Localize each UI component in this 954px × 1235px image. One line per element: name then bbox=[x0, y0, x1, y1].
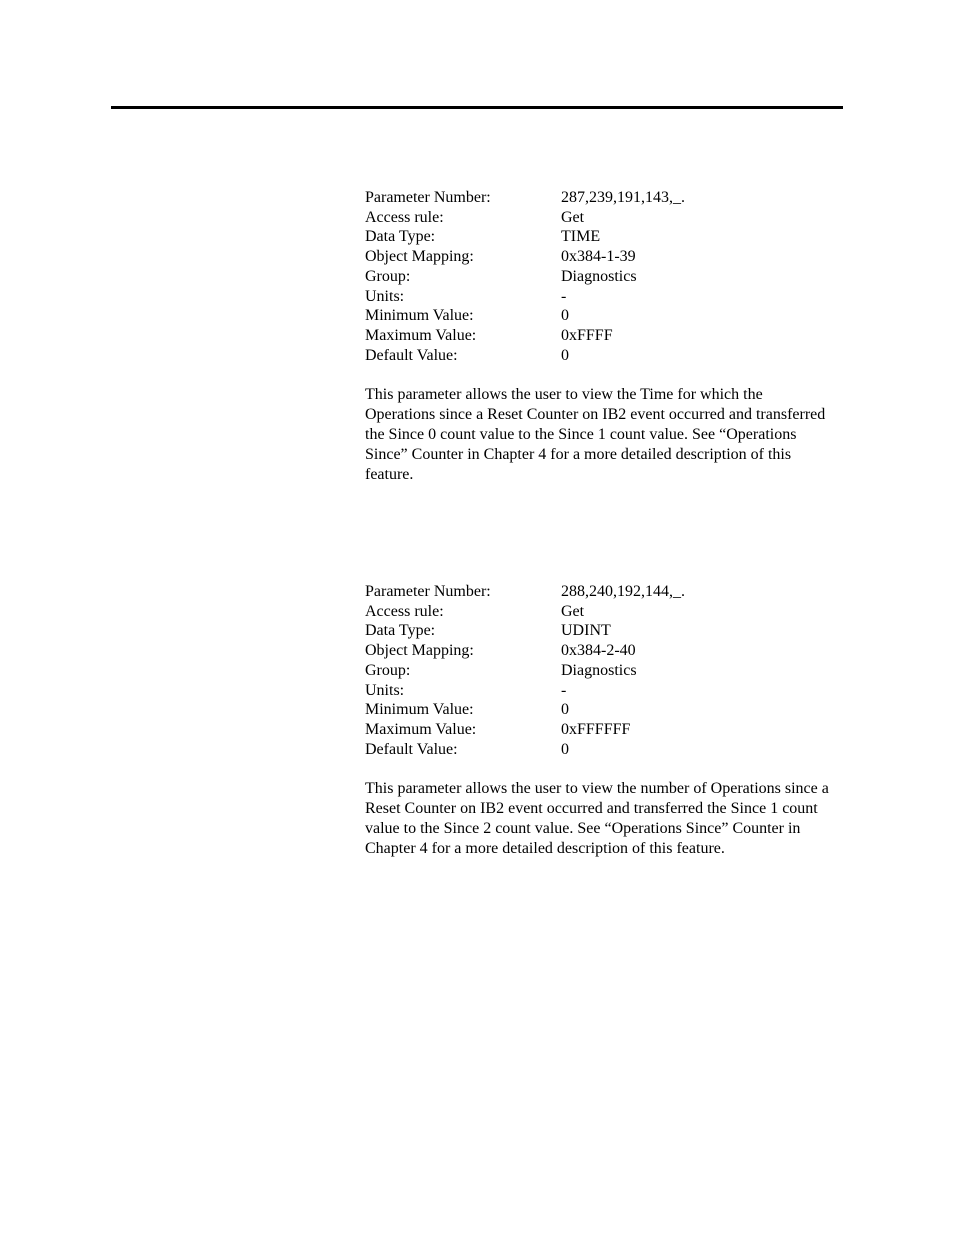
table-row bbox=[365, 641, 685, 661]
header-rule bbox=[111, 106, 843, 109]
table-row bbox=[365, 326, 685, 346]
table-row bbox=[365, 661, 685, 681]
row-value: TIME bbox=[561, 228, 601, 246]
table-row bbox=[365, 346, 685, 366]
table-row bbox=[365, 681, 685, 701]
table-row bbox=[365, 267, 685, 287]
table-row bbox=[365, 700, 685, 720]
row-value: 0 bbox=[561, 307, 569, 325]
table-row bbox=[365, 740, 685, 760]
parameter-table-1 bbox=[365, 188, 685, 365]
row-value: 0 bbox=[561, 346, 569, 364]
row-value: 0 bbox=[561, 701, 569, 719]
parameter-description-2: This parameter allows the user to view the number of Operations since a Reset Counter on IB2 event occurred and transferred the Since 1 count value to the Since 2 count value. See “Operations Since” Counter in Chapter 4 for a more detailed description of this feature. bbox=[365, 780, 829, 857]
row-value: Get bbox=[561, 602, 585, 620]
row-label: Maximum Value: bbox=[365, 326, 477, 344]
row-label: Group: bbox=[365, 661, 411, 679]
row-label: Minimum Value: bbox=[365, 701, 474, 719]
parameter-block-1 bbox=[365, 188, 835, 484]
row-value: Get bbox=[561, 208, 585, 226]
row-value: - bbox=[561, 287, 567, 305]
row-value: 0xFFFF bbox=[561, 326, 613, 344]
parameter-block-2 bbox=[365, 582, 835, 859]
row-label: Object Mapping: bbox=[365, 642, 474, 660]
row-label: Access rule: bbox=[365, 208, 444, 226]
row-value: 0xFFFFFF bbox=[561, 720, 631, 738]
row-value: 0x384-2-40 bbox=[561, 642, 636, 660]
row-value: UDINT bbox=[561, 622, 611, 640]
row-label: Units: bbox=[365, 287, 405, 305]
row-value: 0x384-1-39 bbox=[561, 248, 636, 266]
table-row bbox=[365, 208, 685, 228]
table-row bbox=[365, 247, 685, 267]
table-row bbox=[365, 621, 685, 641]
row-label: Units: bbox=[365, 681, 405, 699]
table-row bbox=[365, 287, 685, 307]
row-label: Default Value: bbox=[365, 740, 458, 758]
row-label: Object Mapping: bbox=[365, 248, 474, 266]
table-row bbox=[365, 306, 685, 326]
table-row bbox=[365, 188, 685, 208]
row-value: Diagnostics bbox=[561, 267, 637, 285]
row-label: Data Type: bbox=[365, 622, 436, 640]
row-value: 0 bbox=[561, 740, 569, 758]
row-label: Maximum Value: bbox=[365, 720, 477, 738]
parameter-description-1: This parameter allows the user to view the Time for which the Operations since a Reset Counter on IB2 event occurred and transferred the Since 0 count value to the Since 1 count value. See “Operations Since” Counter in Chapter 4 for a more detailed description of this feature. bbox=[365, 386, 826, 483]
table-row bbox=[365, 602, 685, 622]
row-label: Access rule: bbox=[365, 602, 444, 620]
row-label: Parameter Number: bbox=[365, 583, 491, 600]
table-row bbox=[365, 582, 685, 602]
row-value: 287,239,191,143,_. bbox=[561, 189, 685, 206]
row-label: Default Value: bbox=[365, 346, 458, 364]
table-row bbox=[365, 720, 685, 740]
table-row bbox=[365, 227, 685, 247]
row-label: Data Type: bbox=[365, 228, 436, 246]
parameter-table-2 bbox=[365, 582, 685, 759]
row-value: Diagnostics bbox=[561, 661, 637, 679]
row-value: 288,240,192,144,_. bbox=[561, 583, 685, 600]
row-label: Parameter Number: bbox=[365, 189, 491, 206]
row-value: - bbox=[561, 681, 567, 699]
row-label: Group: bbox=[365, 267, 411, 285]
row-label: Minimum Value: bbox=[365, 307, 474, 325]
